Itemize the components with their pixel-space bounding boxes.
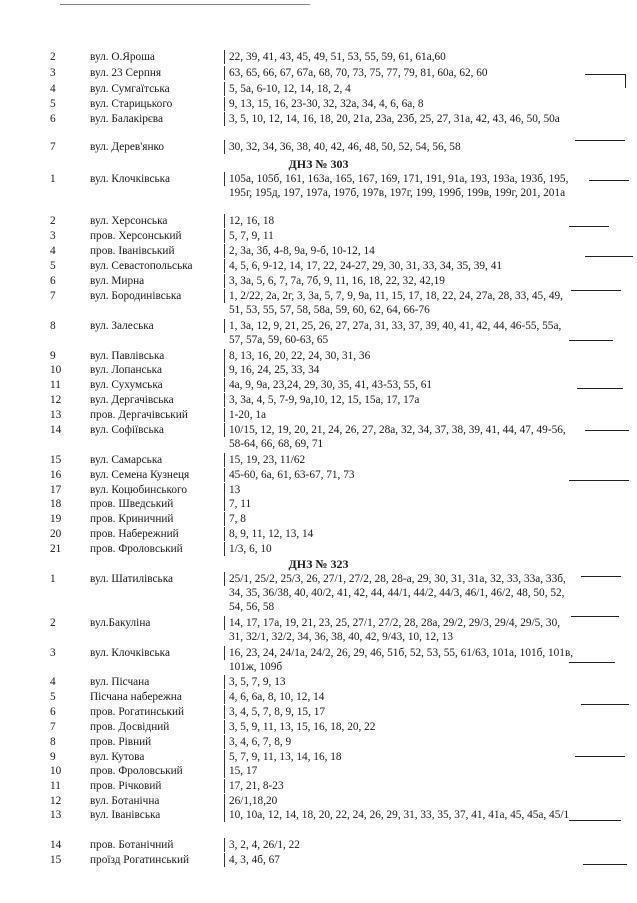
street-name: вул.Бакуліна [90, 617, 151, 629]
column-divider [224, 779, 225, 793]
street-name: вул. Бородинівська [90, 290, 182, 302]
house-numbers: 3, 5, 7, 9, 13 [229, 676, 286, 688]
column-divider [224, 319, 225, 333]
row-number: 1 [50, 573, 56, 585]
house-numbers: 15, 19, 23, 11/62 [229, 454, 306, 466]
house-numbers: 3, 4, 6, 7, 8, 9 [229, 736, 292, 748]
street-name: пров. Набережний [90, 528, 179, 540]
row-number: 17 [50, 484, 62, 496]
column-divider [224, 794, 225, 808]
street-name: вул. Клочківська [90, 173, 170, 185]
street-name: пров. Криничний [90, 513, 174, 525]
table-row [0, 408, 637, 422]
table-row [0, 393, 637, 407]
street-name: вул. Павлівська [90, 350, 165, 362]
house-numbers: 12, 16, 18 [229, 215, 275, 227]
row-number: 11 [50, 780, 61, 792]
table-row [0, 764, 637, 778]
house-numbers: 1-20, 1а [229, 409, 267, 421]
street-name: вул. Лопанська [90, 364, 163, 376]
street-name: вул. Шатилівська [90, 573, 174, 585]
column-divider [224, 468, 225, 482]
table-row [0, 616, 637, 644]
row-number: 16 [50, 469, 62, 481]
house-numbers: 3, 3а, 4, 5, 7-9, 9а,10, 12, 15, 15а, 17, 17а [229, 394, 420, 406]
table-row [0, 468, 637, 482]
house-numbers: 1/3, 6, 10 [229, 543, 272, 555]
house-numbers: 10, 10а, 12, 14, 18, 20, 22, 24, 26, 29, 31, 33, 35, 37, 41, 41а, 45, 45а, 45/1 [229, 809, 570, 821]
street-name: пров. Іванівський [90, 245, 175, 257]
table-row [0, 838, 637, 852]
table-row [0, 214, 637, 228]
street-name: вул. Мирна [90, 275, 145, 287]
table-row [0, 423, 637, 451]
street-name: вул. Старицького [90, 98, 173, 110]
street-name: вул. Дерев'янко [90, 141, 165, 153]
house-numbers: 63, 65, 66, 67, 67а, 68, 70, 73, 75, 77, 79, 81, 60а, 62, 60 [229, 67, 488, 79]
table-row [0, 66, 637, 80]
row-number: 8 [50, 736, 56, 748]
street-name: вул. Дергачівська [90, 394, 174, 406]
street-name: вул. Софіївська [90, 424, 164, 436]
table-row [0, 349, 637, 363]
row-number: 4 [50, 83, 56, 95]
table-row [0, 542, 637, 556]
column-divider [224, 140, 225, 154]
street-name: вул. Херсонська [90, 215, 168, 227]
house-numbers: 30, 32, 34, 36, 38, 40, 42, 46, 48, 50, 52, 54, 56, 58 [229, 141, 461, 153]
house-numbers: 7, 8 [229, 513, 246, 525]
house-numbers: 4, 6, 6а, 8, 10, 12, 14 [229, 691, 325, 703]
table-row [0, 50, 637, 64]
column-divider [224, 289, 225, 303]
column-divider [224, 572, 225, 586]
column-divider [224, 408, 225, 422]
row-number: 12 [50, 795, 62, 807]
row-number: 11 [50, 379, 61, 391]
row-number: 1 [50, 173, 56, 185]
table-row [0, 720, 637, 734]
column-divider [224, 764, 225, 778]
house-numbers: 25/1, 25/2, 25/3, 26, 27/1, 27/2, 28, 28-а, 29, 30, 31, 31а, 32, 33, 33а, 33б, 34, 35, 36/38, 40, 40/2, 41, 42, 44, 44/1, 44/2, 44/3, 46/1, 46/2, 48, 50, 52, 54, 56, 58 [229, 573, 566, 613]
row-number: 7 [50, 290, 56, 302]
house-numbers: 8, 13, 16, 20, 22, 24, 30, 31, 36 [229, 350, 371, 362]
row-number: 3 [50, 67, 56, 79]
column-divider [224, 274, 225, 288]
table-row [0, 289, 637, 317]
table-row [0, 675, 637, 689]
house-numbers: 5, 7, 9, 11, 13, 14, 16, 18 [229, 751, 342, 763]
house-numbers: 45-60, 6а, 61, 63-67, 71, 73 [229, 469, 355, 481]
column-divider [224, 527, 225, 541]
house-numbers: 5, 5а, 6-10, 12, 14, 18, 2, 4 [229, 83, 351, 95]
row-number: 5 [50, 691, 56, 703]
row-number: 21 [50, 543, 62, 555]
street-name: вул. Ботанічна [90, 795, 160, 807]
table-row [0, 363, 637, 377]
row-number: 9 [50, 350, 56, 362]
street-name: пров. Фроловський [90, 765, 183, 777]
street-name: пров. Шведський [90, 498, 174, 510]
table-row [0, 112, 637, 140]
street-name: вул. Семена Кузнеця [90, 469, 190, 481]
house-numbers: 10/15, 12, 19, 20, 21, 24, 26, 27, 28а, 32, 34, 37, 38, 39, 41, 44, 47, 49-56, 58-64, 66, 68, 69, 71 [229, 424, 566, 450]
column-divider [224, 259, 225, 273]
street-name: вул. Севастопольська [90, 260, 193, 272]
table-row [0, 527, 637, 541]
column-divider [224, 542, 225, 556]
row-number: 6 [50, 275, 56, 287]
street-name: пров. Херсонський [90, 230, 182, 242]
row-number: 6 [50, 706, 56, 718]
street-name: вул. Клочківська [90, 647, 170, 659]
row-number: 13 [50, 809, 62, 821]
house-numbers: 3, 2, 4, 26/1, 22 [229, 839, 300, 851]
row-number: 5 [50, 260, 56, 272]
row-number: 14 [50, 424, 62, 436]
column-divider [224, 705, 225, 719]
street-name: вул. О.Яроша [90, 51, 155, 63]
row-number: 7 [50, 141, 56, 153]
table-row [0, 572, 637, 614]
street-name: пров. Ботанічний [90, 839, 174, 851]
house-numbers: 8, 9, 11, 12, 13, 14 [229, 528, 314, 540]
table-row [0, 274, 637, 288]
house-numbers: 22, 39, 41, 43, 45, 49, 51, 53, 55, 59, 61, 61а,60 [229, 51, 446, 63]
row-number: 15 [50, 854, 62, 866]
house-numbers: 4, 5, 6, 9-12, 14, 17, 22, 24-27, 29, 30, 31, 33, 34, 35, 39, 41 [229, 260, 503, 272]
row-number: 3 [50, 647, 56, 659]
column-divider [224, 838, 225, 852]
row-number: 8 [50, 320, 56, 332]
row-number: 4 [50, 676, 56, 688]
table-row [0, 512, 637, 526]
column-divider [224, 244, 225, 258]
street-name: пров. Дергачівський [90, 409, 188, 421]
row-number: 12 [50, 394, 62, 406]
house-numbers: 15, 17 [229, 765, 258, 777]
table-row [0, 853, 637, 867]
row-number: 7 [50, 721, 56, 733]
table-row [0, 82, 637, 96]
row-number: 14 [50, 839, 62, 851]
house-numbers: 5, 7, 9, 11 [229, 230, 274, 242]
table-row [0, 794, 637, 808]
column-divider [224, 483, 225, 497]
house-numbers: 7, 11 [229, 498, 252, 510]
table-row [0, 378, 637, 392]
table-row [0, 244, 637, 258]
street-name: вул. Кутова [90, 751, 145, 763]
column-divider [224, 214, 225, 228]
street-name: вул. Сумгаїтська [90, 83, 170, 95]
column-divider [224, 349, 225, 363]
house-numbers: 3, 5, 9, 11, 13, 15, 16, 18, 20, 22 [229, 721, 376, 733]
house-numbers: 4а, 9, 9а, 23,24, 29, 30, 35, 41, 43-53, 55, 61 [229, 379, 433, 391]
column-divider [224, 453, 225, 467]
section-title: ДНЗ № 323 [288, 557, 349, 571]
row-number: 6 [50, 113, 56, 125]
house-numbers: 14, 17, 17а, 19, 21, 23, 25, 27/1, 27/2, 28, 28а, 29/2, 29/3, 29/4, 29/5, 30, 31, 32/1, 32/2, 34, 36, 38, 40, 42, 9/43, 10, 12, 13 [229, 617, 561, 643]
column-divider [224, 97, 225, 111]
street-name: вул. Пісчана [90, 676, 150, 688]
table-row [0, 229, 637, 243]
column-divider [224, 512, 225, 526]
column-divider [224, 646, 225, 660]
section-title: ДНЗ № 303 [288, 157, 349, 171]
table-row [0, 497, 637, 511]
street-name: вул. Сухумська [90, 379, 163, 391]
row-number: 5 [50, 98, 56, 110]
row-number: 19 [50, 513, 62, 525]
row-number: 3 [50, 230, 56, 242]
table-row [0, 319, 637, 347]
house-numbers: 26/1,18,20 [229, 795, 278, 807]
row-number: 4 [50, 245, 56, 257]
street-name: пров. Рогатинський [90, 706, 185, 718]
house-numbers: 1, 3а, 12, 9, 21, 25, 26, 27, 27а, 31, 33, 37, 39, 40, 41, 42, 44, 46-55, 55а, 57, 57а, 59, 60-63, 65 [229, 320, 562, 346]
street-name: вул. Іванівська [90, 809, 161, 821]
table-row [0, 259, 637, 273]
table-row [0, 140, 637, 154]
column-divider [224, 853, 225, 867]
top-rule [60, 4, 310, 5]
table-row [0, 705, 637, 719]
house-numbers: 13 [229, 484, 241, 496]
column-divider [224, 229, 225, 243]
table-row [0, 735, 637, 749]
house-numbers: 9, 13, 15, 16, 23-30, 32, 32а, 34, 4, 6, 6а, 8 [229, 98, 424, 110]
house-numbers: 16, 23, 24, 24/1а, 24/2, 26, 29, 46, 51б, 52, 53, 55, 61/63, 101а, 101б, 101в, 101ж, 109б [229, 647, 574, 673]
column-divider [224, 735, 225, 749]
column-divider [224, 393, 225, 407]
house-numbers: 1, 2/22, 2а, 2г, 3, 3а, 5, 7, 9, 9а, 11, 15, 17, 18, 22, 24, 27а, 28, 33, 45, 49, 51, 53, 55, 57, 58, 58а, 59, 60, 62, 64, 66-76 [229, 290, 563, 316]
table-row [0, 690, 637, 704]
table-row [0, 779, 637, 793]
table-row [0, 483, 637, 497]
street-name: пров. Річковий [90, 780, 162, 792]
house-numbers: 105а, 105б, 161, 163а, 165, 167, 169, 171, 191, 91а, 193, 193а, 193б, 195, 195г, 195д, 197, 197а, 197б, 197в, 197г, 199, 199б, 199в, 199г, 201, 201а [229, 173, 569, 199]
row-number: 2 [50, 51, 56, 63]
row-number: 2 [50, 617, 56, 629]
table-row [0, 453, 637, 467]
house-numbers: 3, 4, 5, 7, 8, 9, 15, 17 [229, 706, 326, 718]
column-divider [224, 112, 225, 126]
table-row [0, 808, 637, 836]
row-number: 20 [50, 528, 62, 540]
column-divider [224, 378, 225, 392]
house-numbers: 17, 21, 8-23 [229, 780, 284, 792]
street-name: пров. Рівний [90, 736, 152, 748]
street-name: проїзд Рогатинський [90, 854, 190, 866]
column-divider [224, 690, 225, 704]
column-divider [224, 66, 225, 80]
street-name: пров. Фроловський [90, 543, 183, 555]
column-divider [224, 82, 225, 96]
column-divider [224, 675, 225, 689]
margin-marks [567, 0, 637, 903]
column-divider [224, 497, 225, 511]
house-numbers: 3, 5, 10, 12, 14, 16, 18, 20, 21а, 23а, 23б, 25, 27, 31а, 42, 43, 46, 50, 50а [229, 113, 560, 125]
table-row [0, 750, 637, 764]
table-row [0, 172, 637, 214]
row-number: 9 [50, 751, 56, 763]
column-divider [224, 423, 225, 437]
street-name: вул. Залеська [90, 320, 154, 332]
street-name: вул. Самарська [90, 454, 163, 466]
row-number: 10 [50, 765, 62, 777]
house-numbers: 2, 3а, 3б, 4-8, 9а, 9-б, 10-12, 14 [229, 245, 375, 257]
column-divider [224, 363, 225, 377]
street-name: вул. 23 Серпня [90, 67, 162, 79]
street-name: вул. Балакірєва [90, 113, 163, 125]
table-row [0, 97, 637, 111]
column-divider [224, 50, 225, 64]
house-numbers: 9, 16, 24, 25, 33, 34 [229, 364, 320, 376]
column-divider [224, 616, 225, 630]
row-number: 13 [50, 409, 62, 421]
street-name: пров. Досвідний [90, 721, 170, 733]
column-divider [224, 720, 225, 734]
column-divider [224, 750, 225, 764]
column-divider [224, 172, 225, 186]
row-number: 2 [50, 215, 56, 227]
row-number: 10 [50, 364, 62, 376]
column-divider [224, 808, 225, 822]
street-name: Пісчана набережна [90, 691, 182, 703]
street-name: вул. Коцюбинського [90, 484, 188, 496]
house-numbers: 3, 3а, 5, 6, 7, 7а, 7б, 9, 11, 16, 18, 22, 32, 42,19 [229, 275, 445, 287]
row-number: 15 [50, 454, 62, 466]
house-numbers: 4, 3, 4б, 67 [229, 854, 280, 866]
row-number: 18 [50, 498, 62, 510]
